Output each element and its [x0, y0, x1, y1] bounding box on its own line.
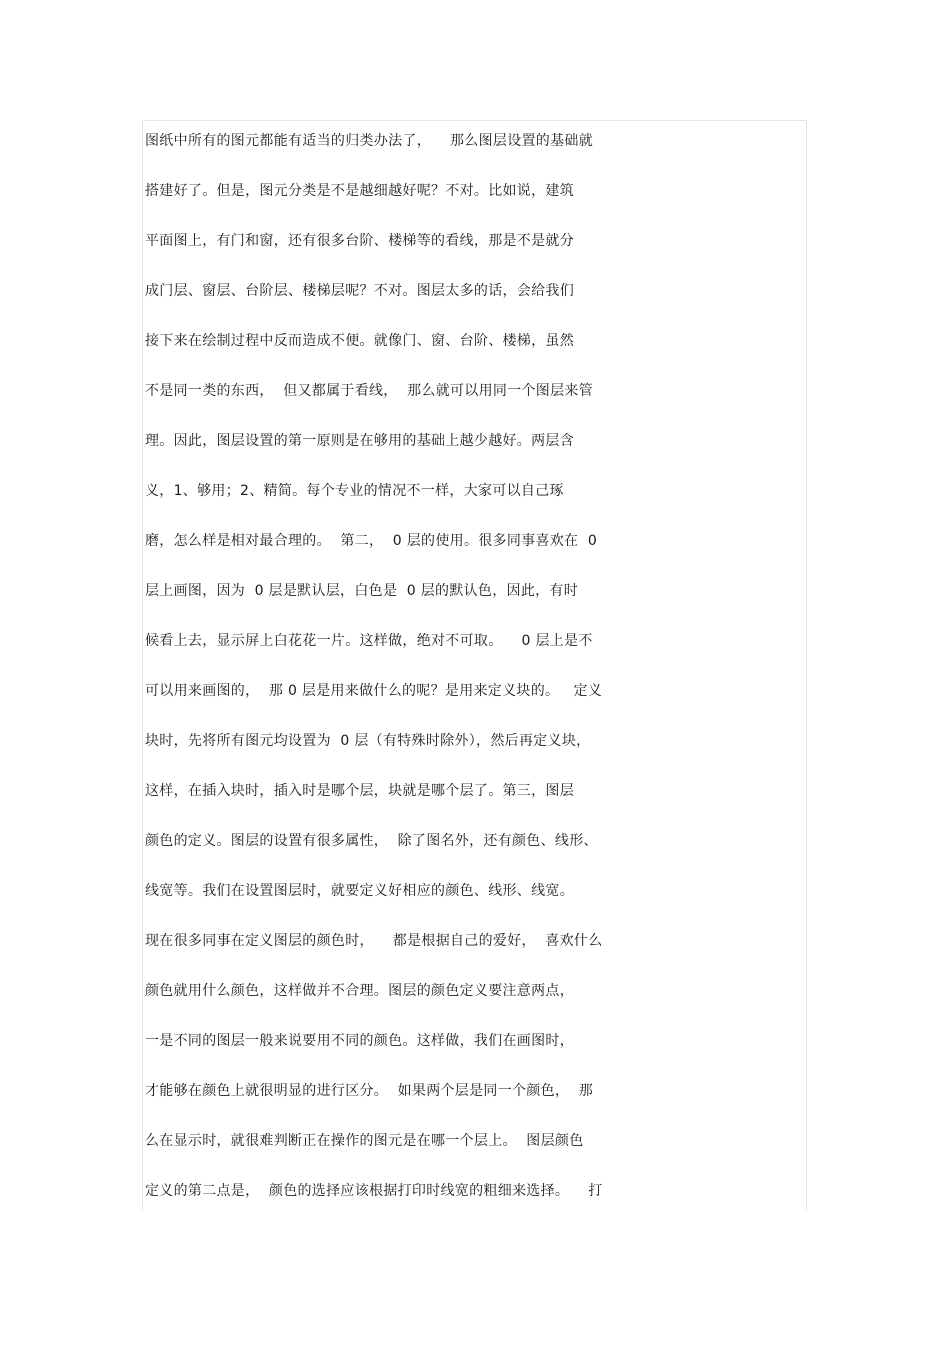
- text-line-18: 颜色就用什么颜色，这样做并不合理。图层的颜色定义要注意两点，: [145, 983, 574, 999]
- text-line-9: 磨，怎么样是相对最合理的。 第二， 0 层的使用。很多同事喜欢在 0: [145, 533, 598, 549]
- text-line-11: 候看上去，显示屏上白花花一片。这样做，绝对不可取。 0 层上是不: [145, 633, 593, 649]
- text-line-1: 图纸中所有的图元都能有适当的归类办法了， 那么图层设置的基础就: [145, 133, 593, 149]
- text-line-19: 一是不同的图层一般来说要用不同的颜色。这样做，我们在画图时，: [145, 1033, 574, 1049]
- text-line-8: 义，1、够用；2、精简。每个专业的情况不一样，大家可以自己琢: [145, 483, 564, 499]
- text-line-7: 理。因此，图层设置的第一原则是在够用的基础上越少越好。两层含: [145, 433, 574, 449]
- text-line-12: 可以用来画图的， 那 0 层是用来做什么的呢？是用来定义块的。 定义: [145, 683, 603, 699]
- text-line-10: 层上画图，因为 0 层是默认层，白色是 0 层的默认色，因此，有时: [145, 583, 579, 599]
- text-line-16: 线宽等。我们在设置图层时，就要定义好相应的颜色、线形、线宽。: [145, 883, 574, 899]
- text-line-5: 接下来在绘制过程中反而造成不便。就像门、窗、台阶、楼梯，虽然: [145, 333, 574, 349]
- text-line-20: 才能够在颜色上就很明显的进行区分。 如果两个层是同一个颜色， 那: [145, 1083, 593, 1099]
- text-line-17: 现在很多同事在定义图层的颜色时， 都是根据自己的爱好， 喜欢什么: [145, 933, 603, 949]
- text-line-21: 么在显示时，就很难判断正在操作的图元是在哪一个层上。 图层颜色: [145, 1133, 584, 1149]
- text-line-14: 这样，在插入块时，插入时是哪个层，块就是哪个层了。第三，图层: [145, 783, 574, 799]
- text-line-22: 定义的第二点是， 颜色的选择应该根据打印时线宽的粗细来选择。 打: [145, 1183, 603, 1199]
- document-body: [145, 124, 810, 1224]
- text-line-4: 成门层、窗层、台阶层、楼梯层呢？不对。图层太多的话，会给我们: [145, 283, 574, 299]
- text-line-13: 块时，先将所有图元均设置为 0 层（有特殊时除外），然后再定义块，: [145, 733, 591, 749]
- text-line-15: 颜色的定义。图层的设置有很多属性， 除了图名外，还有颜色、线形、: [145, 833, 598, 849]
- text-line-6: 不是同一类的东西， 但又都属于看线， 那么就可以用同一个图层来管: [145, 383, 593, 399]
- text-line-3: 平面图上，有门和窗，还有很多台阶、楼梯等的看线，那是不是就分: [145, 233, 574, 249]
- text-line-2: 搭建好了。但是，图元分类是不是越细越好呢？不对。比如说，建筑: [145, 183, 574, 199]
